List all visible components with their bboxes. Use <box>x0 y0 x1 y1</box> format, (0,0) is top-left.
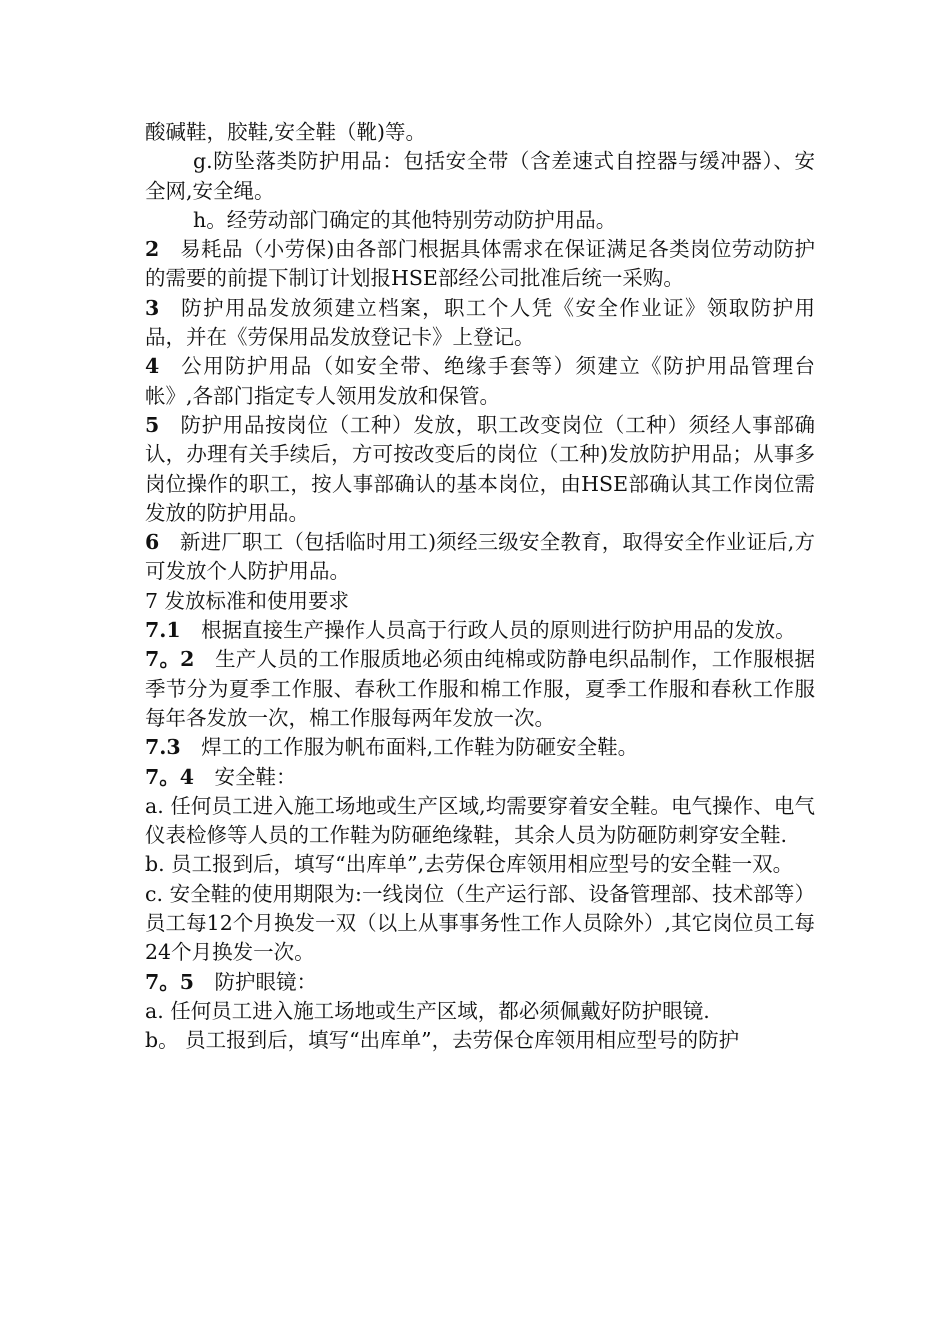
paragraph-text: 公用防护用品（如安全带、绝缘手套等）须建立《防护用品管理台帐》,各部门指定专人领用发放和保管。 <box>145 354 815 408</box>
paragraph-number: 5 <box>145 412 160 437</box>
paragraph-text: c. 安全鞋的使用期限为:一线岗位（生产运行部、设备管理部、技术部等）员工每12个月换发一双（以上从事事务性工作人员除外）,其它岗位员工每24个月换发一次。 <box>145 881 815 965</box>
paragraph-number: 7。4 <box>145 764 195 789</box>
paragraph-list-item-b <box>145 850 815 879</box>
paragraph-number: 2 <box>145 237 160 262</box>
paragraph-numbered <box>145 968 815 997</box>
paragraph-list-item-a <box>145 792 815 851</box>
paragraph-numbered <box>145 294 815 353</box>
paragraph-list-item-c <box>145 880 815 968</box>
paragraph-text: 焊工的工作服为帆布面料,工作鞋为防砸安全鞋。 <box>201 735 639 760</box>
paragraph-text: 安全鞋： <box>214 764 297 789</box>
paragraph-text: g.防坠落类防护用品：包括安全带（含差速式自控器与缓冲器）、安全网,安全绳。 <box>145 149 815 203</box>
paragraph-text: 酸碱鞋，胶鞋,安全鞋（靴)等。 <box>145 120 427 144</box>
paragraph <box>145 118 815 147</box>
paragraph-text: b. 员工报到后，填写“出库单”,去劳保仓库领用相应型号的安全鞋一双。 <box>145 852 794 877</box>
paragraph-text: 根据直接生产操作人员高于行政人员的原则进行防护用品的发放。 <box>201 618 796 643</box>
paragraph-list-item-b <box>145 1026 815 1055</box>
paragraph-numbered <box>145 352 815 411</box>
paragraph-number: 7.1 <box>145 618 181 643</box>
paragraph-numbered <box>145 235 815 294</box>
paragraph-numbered <box>145 733 815 762</box>
paragraph-number: 4 <box>145 354 160 379</box>
paragraph-number: 7.3 <box>145 735 181 760</box>
paragraph-list-item-h <box>145 206 815 235</box>
paragraph-text: 易耗品（小劳保)由各部门根据具体需求在保证满足各类岗位劳动防护的需要的前提下制订计划报HSE部经公司批准后统一采购。 <box>145 237 815 291</box>
paragraph-number: 3 <box>145 295 160 320</box>
document-body <box>145 118 815 1056</box>
paragraph-numbered <box>145 645 815 733</box>
paragraph-numbered <box>145 616 815 645</box>
paragraph-text: 新进厂职工（包括临时用工)须经三级安全教育，取得安全作业证后,方可发放个人防护用品。 <box>145 530 815 584</box>
paragraph-number: 6 <box>145 530 160 555</box>
section-heading <box>145 587 815 616</box>
paragraph-text: a. 任何员工进入施工场地或生产区域,均需要穿着安全鞋。电气操作、电气仪表检修等人员的工作鞋为防砸绝缘鞋，其余人员为防砸防刺穿安全鞋. <box>145 793 815 848</box>
paragraph-text: b。 员工报到后，填写“出库单”，去劳保仓库领用相应型号的防护 <box>145 1028 740 1053</box>
paragraph-numbered <box>145 411 815 528</box>
paragraph-list-item-a <box>145 997 815 1026</box>
paragraph-numbered <box>145 763 815 792</box>
paragraph-text: 生产人员的工作服质地必须由纯棉或防静电织品制作，工作服根据季节分为夏季工作服、春秋工作服和棉工作服，夏季工作服和春秋工作服每年各发放一次，棉工作服每两年发放一次。 <box>145 647 816 730</box>
paragraph-numbered <box>145 528 815 587</box>
paragraph-text: 防护用品按岗位（工种）发放，职工改变岗位（工种）须经人事部确认，办理有关手续后，方可按改变后的岗位（工种)发放防护用品；从事多岗位操作的职工，按人事部确认的基本岗位，由HSE部确认其工作岗位需发放的防护用品。 <box>145 412 815 525</box>
paragraph-number: 7。5 <box>145 969 195 994</box>
paragraph-number: 7。2 <box>145 647 195 672</box>
paragraph-text: h。经劳动部门确定的其他特别劳动防护用品。 <box>193 207 617 232</box>
paragraph-list-item-g <box>145 147 815 206</box>
paragraph-text: 防护用品发放须建立档案，职工个人凭《安全作业证》领取防护用品，并在《劳保用品发放登记卡》上登记。 <box>145 295 815 350</box>
section-heading-text: 7 发放标准和使用要求 <box>145 588 350 613</box>
paragraph-text: 防护眼镜： <box>214 969 318 994</box>
paragraph-text: a. 任何员工进入施工场地或生产区域，都必须佩戴好防护眼镜. <box>145 998 710 1023</box>
